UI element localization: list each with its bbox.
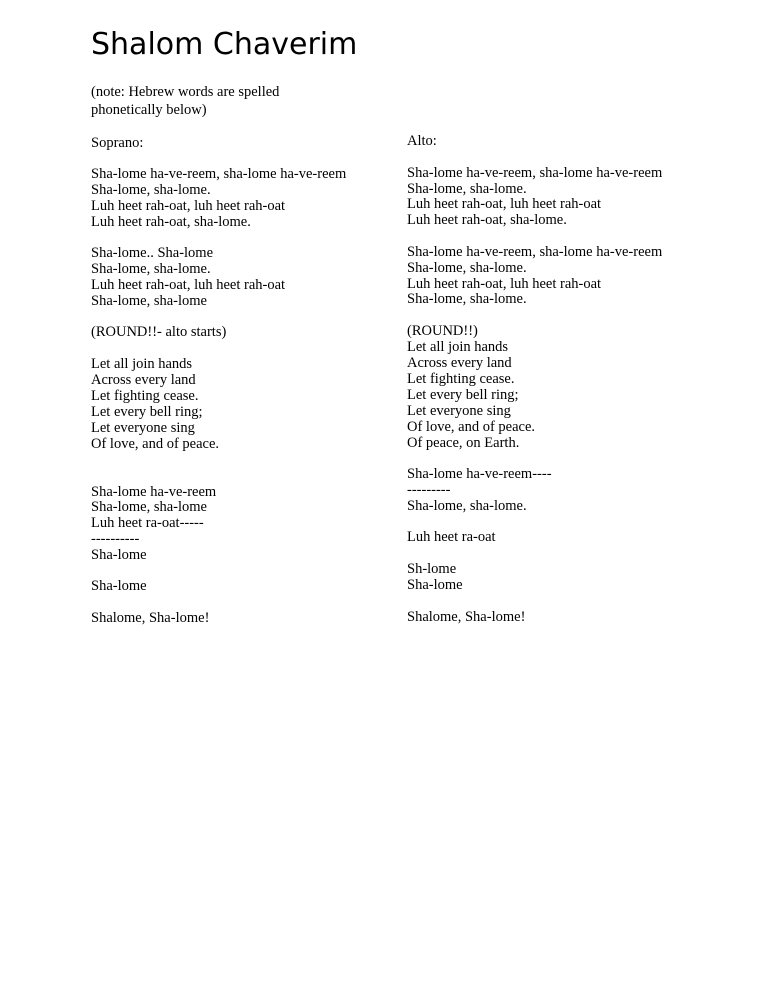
alto-lyric-line: Let fighting cease. — [407, 371, 515, 387]
soprano-lyric-line: Sha-lome, sha-lome. — [91, 261, 211, 277]
soprano-lyric-line: Sha-lome.. Sha-lome — [91, 245, 214, 261]
soprano-lyric-line: Luh heet rah-oat, luh heet rah-oat — [91, 198, 286, 214]
soprano-lyric-line: Let everyone sing — [91, 420, 195, 436]
alto-heading: Alto: — [407, 133, 437, 149]
alto-lyric-line: Let all join hands — [407, 339, 509, 355]
alto-lyric-line: Shalome, Sha-lome! — [407, 609, 526, 625]
alto-lyric-line: Across every land — [407, 355, 512, 371]
alto-lyric-line: Let every bell ring; — [407, 387, 519, 403]
alto-lyric-line: Sha-lome, sha-lome. — [407, 260, 527, 276]
alto-lyric-line: Sha-lome, sha-lome. — [407, 181, 527, 197]
soprano-lyric-line: Sha-lome ha-ve-reem — [91, 484, 217, 500]
soprano-lyric-line: Luh heet rah-oat, sha-lome. — [91, 214, 251, 230]
soprano-lyric-line: Let fighting cease. — [91, 388, 199, 404]
alto-lyric-line: Luh heet rah-oat, luh heet rah-oat — [407, 196, 602, 212]
alto-lyric-line: Sha-lome, sha-lome. — [407, 291, 527, 307]
soprano-lyric-line: Let every bell ring; — [91, 404, 203, 420]
soprano-lyric-line: (ROUND!!- alto starts) — [91, 324, 227, 340]
soprano-lyric-line: Luh heet ra-oat----- — [91, 515, 204, 531]
soprano-lyric-line: Sha-lome — [91, 547, 147, 563]
phonetic-note: (note: Hebrew words are spelled phonetically below) — [91, 84, 280, 118]
soprano-heading: Soprano: — [91, 135, 144, 151]
soprano-lyric-line: Sha-lome, sha-lome — [91, 293, 207, 309]
soprano-lyric-line: Sha-lome, sha-lome. — [91, 182, 211, 198]
alto-lyric-line: Luh heet rah-oat, sha-lome. — [407, 212, 567, 228]
alto-lyric-line: Luh heet ra-oat — [407, 529, 496, 545]
alto-lyric-line: Sha-lome ha-ve-reem, sha-lome ha-ve-reem — [407, 244, 663, 260]
alto-lyric-line: Sh-lome — [407, 561, 457, 577]
alto-lyric-line: Sha-lome ha-ve-reem, sha-lome ha-ve-reem — [407, 165, 663, 181]
page-title: Shalom Chaverim — [91, 27, 358, 62]
soprano-lyric-line: ---------- — [91, 531, 140, 547]
soprano-lyric-line: Of love, and of peace. — [91, 436, 220, 452]
soprano-lyric-line: Across every land — [91, 372, 196, 388]
soprano-lyric-line: Shalome, Sha-lome! — [91, 610, 210, 626]
alto-lyric-line: Sha-lome ha-ve-reem---- — [407, 466, 552, 482]
soprano-lyric-line: Let all join hands — [91, 356, 193, 372]
alto-lyric-line: (ROUND!!) — [407, 323, 478, 339]
alto-lyric-line: --------- — [407, 482, 451, 498]
soprano-lyric-line: Sha-lome ha-ve-reem, sha-lome ha-ve-reem — [91, 166, 347, 182]
soprano-lyric-line: Sha-lome — [91, 578, 147, 594]
soprano-lyric-line: Luh heet rah-oat, luh heet rah-oat — [91, 277, 286, 293]
alto-lyric-line: Let everyone sing — [407, 403, 511, 419]
alto-lyric-line: Sha-lome, sha-lome. — [407, 498, 527, 514]
alto-lyric-line: Luh heet rah-oat, luh heet rah-oat — [407, 276, 602, 292]
alto-lyric-line: Sha-lome — [407, 577, 463, 593]
soprano-lyric-line: Sha-lome, sha-lome — [91, 499, 207, 515]
alto-lyric-line: Of love, and of peace. — [407, 419, 536, 435]
alto-lyric-line: Of peace, on Earth. — [407, 435, 520, 451]
